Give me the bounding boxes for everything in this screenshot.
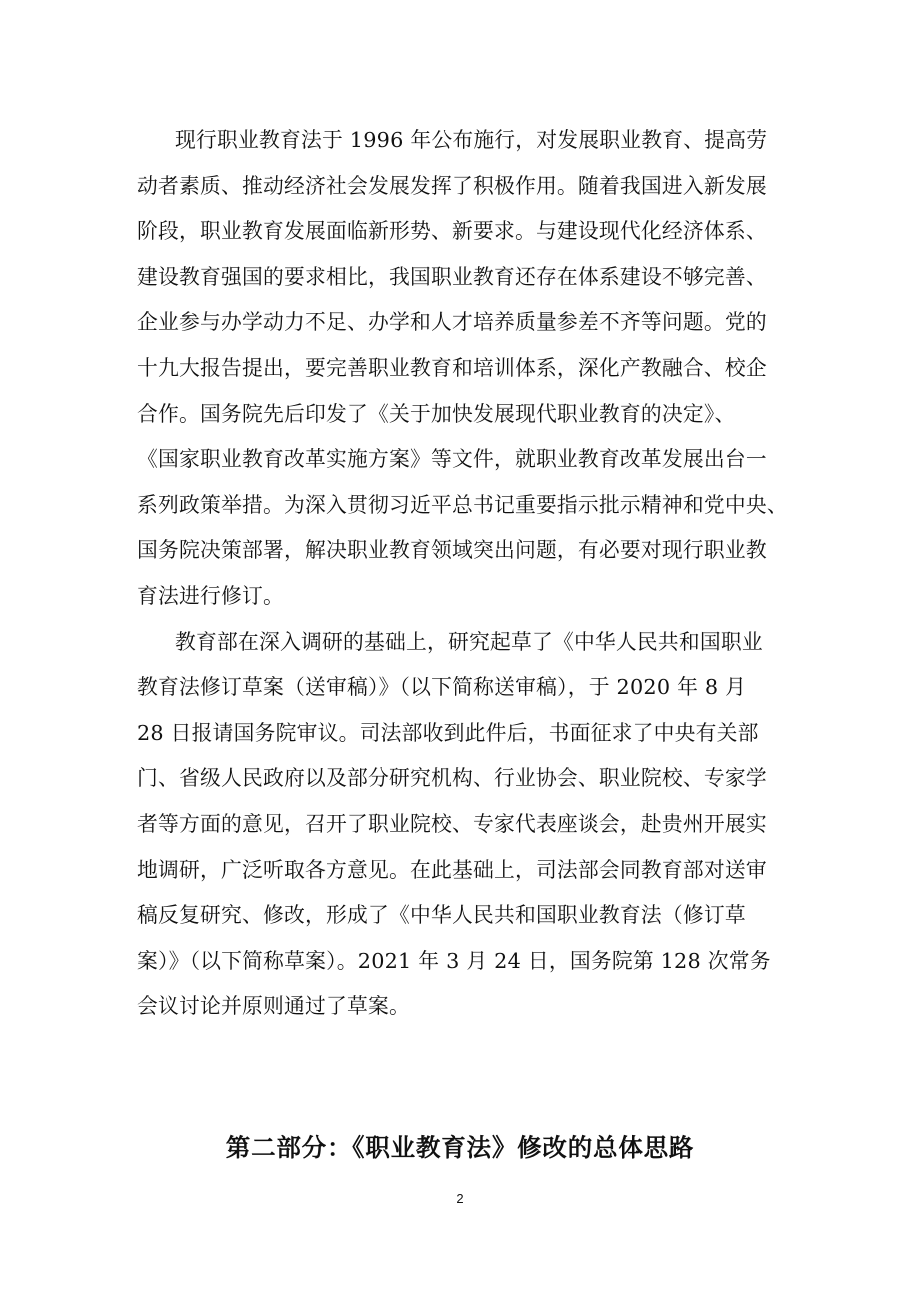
- paragraph-2-line-6: 地调研，广泛听取各方意见。在此基础上，司法部会同教育部对送审: [137, 857, 767, 882]
- paragraph-2-line-2: 教育法修订草案（送审稿）》（以下简称送审稿），于 2020 年 8 月: [137, 675, 747, 700]
- paragraph-1-line-6: 十九大报告提出，要完善职业教育和培训体系，深化产教融合、校企: [137, 355, 767, 380]
- paragraph-1-line-9: 系列政策举措。为深入贯彻习近平总书记重要指示批示精神和党中央、: [137, 492, 788, 517]
- paragraph-1-line-10: 国务院决策部署，解决职业教育领域突出问题，有必要对现行职业教: [137, 538, 767, 563]
- paragraph-1-line-1: 现行职业教育法于 1996 年公布施行，对发展职业教育、提高劳: [175, 128, 768, 152]
- paragraph-2-line-9: 会议讨论并原则通过了草案。: [137, 994, 410, 1019]
- paragraph-2-line-8: 案）》（以下简称草案）。2021 年 3 月 24 日，国务院第 128 次常务: [137, 948, 771, 973]
- paragraph-2-line-4: 门、省级人民政府以及部分研究机构、行业协会、职业院校、专家学: [137, 766, 767, 791]
- paragraph-2-line-5: 者等方面的意见，召开了职业院校、专家代表座谈会，赴贵州开展实: [137, 811, 767, 836]
- paragraph-1-line-5: 企业参与办学动力不足、办学和人才培养质量参差不齐等问题。党的: [137, 310, 767, 335]
- paragraph-1-line-7: 合作。国务院先后印发了《关于加快发展现代职业教育的决定》、: [137, 401, 736, 426]
- paragraph-2-line-3: 28 日报请国务院审议。司法部收到此件后，书面征求了中央有关部: [137, 720, 759, 745]
- paragraph-2-line-1: 教育部在深入调研的基础上，研究起草了《中华人民共和国职业: [175, 629, 763, 654]
- paragraph-1-line-2: 动者素质、推动经济社会发展发挥了积极作用。随着我国进入新发展: [137, 173, 767, 198]
- page-number: 2: [456, 1191, 464, 1206]
- paragraph-1-line-8: 《国家职业教育改革实施方案》等文件，就职业教育改革发展出台一: [137, 447, 767, 472]
- paragraph-1-line-11: 育法进行修订。: [137, 583, 284, 608]
- paragraph-2-line-7: 稿反复研究、修改，形成了《中华人民共和国职业教育法（修订草: [137, 903, 746, 928]
- section-heading: 第二部分：《职业教育法》修改的总体思路: [225, 1133, 695, 1162]
- body-text: [137, 118, 797, 1030]
- paragraph-1-line-3: 阶段，职业教育发展面临新形势、新要求。与建设现代化经济体系、: [137, 219, 767, 244]
- paragraph-1-line-4: 建设教育强国的要求相比，我国职业教育还存在体系建设不够完善、: [137, 264, 767, 289]
